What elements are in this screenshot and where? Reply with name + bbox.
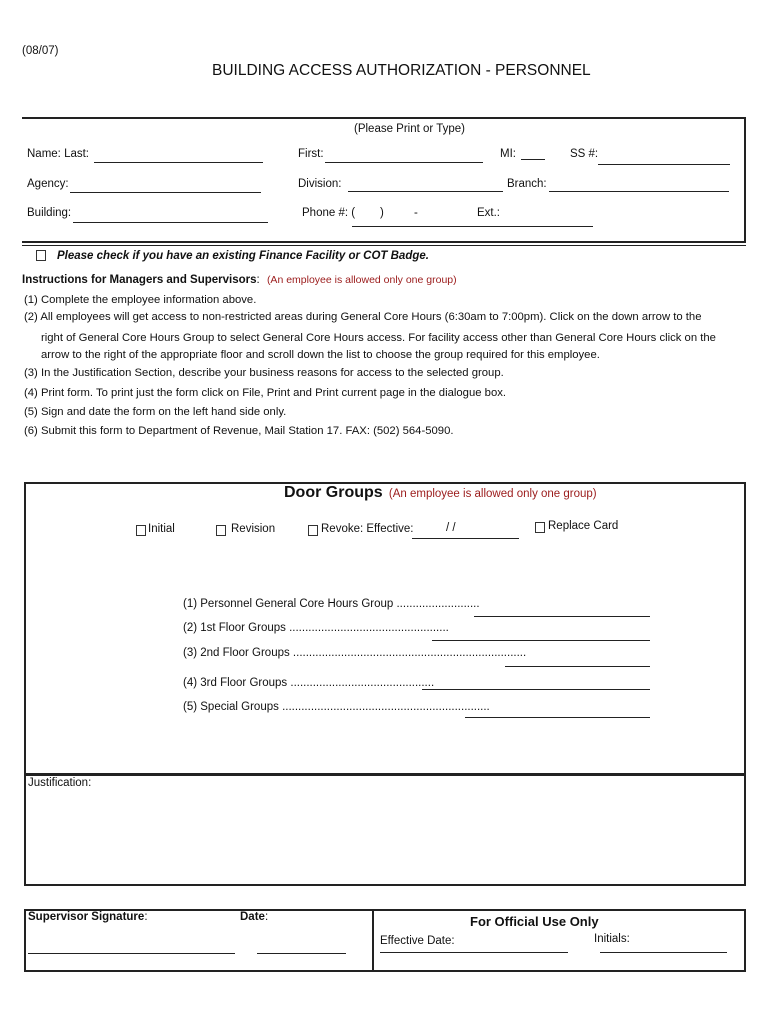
door-groups-note: (An employee is allowed only one group) xyxy=(388,488,597,500)
supervisor-signature-label: Supervisor Signature xyxy=(28,911,145,923)
group-label: (4) 3rd Floor Groups ............................................. xyxy=(183,677,435,689)
instruction-item: (3) In the Justification Section, describe your business reasons for access to the selected group. xyxy=(24,367,504,379)
phone-dash: - xyxy=(414,207,418,219)
ss-field[interactable] xyxy=(598,164,730,165)
mi-field[interactable] xyxy=(521,159,545,160)
justification-box[interactable] xyxy=(24,774,746,886)
print-note: (Please Print or Type) xyxy=(354,123,466,135)
last-name-label: Name: Last: xyxy=(27,148,89,160)
agency-label: Agency: xyxy=(27,178,69,190)
instructions-heading: Instructions for Managers and Supervisors xyxy=(22,274,257,286)
ss-label: SS #: xyxy=(570,148,599,160)
group-select[interactable] xyxy=(422,689,650,690)
first-name-field[interactable] xyxy=(325,162,483,163)
revoke-label: Revoke: Effective: xyxy=(321,523,414,535)
instruction-item: (1) Complete the employee information above. xyxy=(24,294,257,306)
door-groups-heading: Door Groups xyxy=(284,484,383,501)
justification-label: Justification: xyxy=(28,777,92,789)
signature-date-field[interactable] xyxy=(257,953,346,954)
building-label: Building: xyxy=(27,207,72,219)
initial-label: Initial xyxy=(148,523,175,535)
building-field[interactable] xyxy=(73,222,268,223)
phone-field[interactable] xyxy=(352,226,593,227)
official-use-heading: For Official Use Only xyxy=(470,914,599,929)
effective-date-field[interactable] xyxy=(380,952,568,953)
signature-date-title xyxy=(240,911,268,923)
branch-label: Branch: xyxy=(507,178,547,190)
first-name-label: First: xyxy=(298,148,324,160)
instructions-note: (An employee is allowed only one group) xyxy=(266,274,457,286)
instruction-item: (4) Print form. To print just the form click on File, Print and Print current page in the dialogue box. xyxy=(24,387,507,399)
group-select[interactable] xyxy=(432,640,650,641)
instruction-item: (5) Sign and date the form on the left hand side only. xyxy=(24,406,287,418)
group-select[interactable] xyxy=(505,666,650,667)
revoke-date-field[interactable] xyxy=(412,538,519,539)
division-label: Division: xyxy=(298,178,342,190)
ext-label: Ext.: xyxy=(477,207,501,219)
mi-label: MI: xyxy=(500,148,516,160)
division-field[interactable] xyxy=(348,191,503,192)
group-label: (3) 2nd Floor Groups ......................................................................... xyxy=(183,647,527,659)
revoke-checkbox[interactable] xyxy=(308,525,318,536)
signature-date-colon: : xyxy=(264,911,269,923)
group-select[interactable] xyxy=(465,717,650,718)
initial-checkbox[interactable] xyxy=(136,525,146,536)
revision-label: Revision xyxy=(231,523,276,535)
replace-card-checkbox[interactable] xyxy=(535,522,545,533)
instruction-item: right of General Core Hours Group to select General Core Hours access. For facility access other than General Core Hours click on the xyxy=(41,332,716,344)
initials-field[interactable] xyxy=(600,952,727,953)
badge-checkbox[interactable] xyxy=(36,250,46,261)
instruction-item: arrow to the right of the appropriate floor and scroll down the list to choose the group required for this employee. xyxy=(41,349,600,361)
supervisor-signature-field[interactable] xyxy=(28,953,235,954)
instruction-item: (2) All employees will get access to non-restricted areas during General Core Hours (6:30am to 7:00pm). Click on the down arrow to the xyxy=(24,311,702,323)
revoke-date-slashes: / / xyxy=(446,522,456,534)
form-code: (08/07) xyxy=(22,45,59,57)
instructions-title xyxy=(22,274,457,286)
divider xyxy=(22,245,746,246)
group-label: (5) Special Groups ................................................................. xyxy=(183,701,490,713)
signature-divider xyxy=(372,911,374,970)
phone-paren-close: ) xyxy=(380,207,384,219)
personnel-info-box xyxy=(22,117,746,243)
supervisor-signature-colon: : xyxy=(144,911,148,923)
branch-field[interactable] xyxy=(549,191,729,192)
phone-label: Phone #: ( xyxy=(302,207,356,219)
initials-label: Initials: xyxy=(594,933,630,945)
signature-date-label: Date xyxy=(240,911,265,923)
badge-check-label: Please check if you have an existing Finance Facility or COT Badge. xyxy=(57,250,429,262)
agency-field[interactable] xyxy=(70,192,261,193)
page-title: BUILDING ACCESS AUTHORIZATION - PERSONNEL xyxy=(212,62,591,79)
revision-checkbox[interactable] xyxy=(216,525,226,536)
supervisor-signature-title xyxy=(28,911,148,923)
group-label: (1) Personnel General Core Hours Group .......................... xyxy=(183,598,480,610)
replace-card-label: Replace Card xyxy=(548,520,619,532)
last-name-field[interactable] xyxy=(94,162,263,163)
instruction-item: (6) Submit this form to Department of Revenue, Mail Station 17. FAX: (502) 564-5090. xyxy=(24,425,454,437)
door-groups-title xyxy=(284,484,597,502)
instructions-heading-colon: : xyxy=(256,274,260,286)
group-select[interactable] xyxy=(474,616,650,617)
effective-date-label: Effective Date: xyxy=(380,935,455,947)
group-label: (2) 1st Floor Groups .................................................. xyxy=(183,622,449,634)
